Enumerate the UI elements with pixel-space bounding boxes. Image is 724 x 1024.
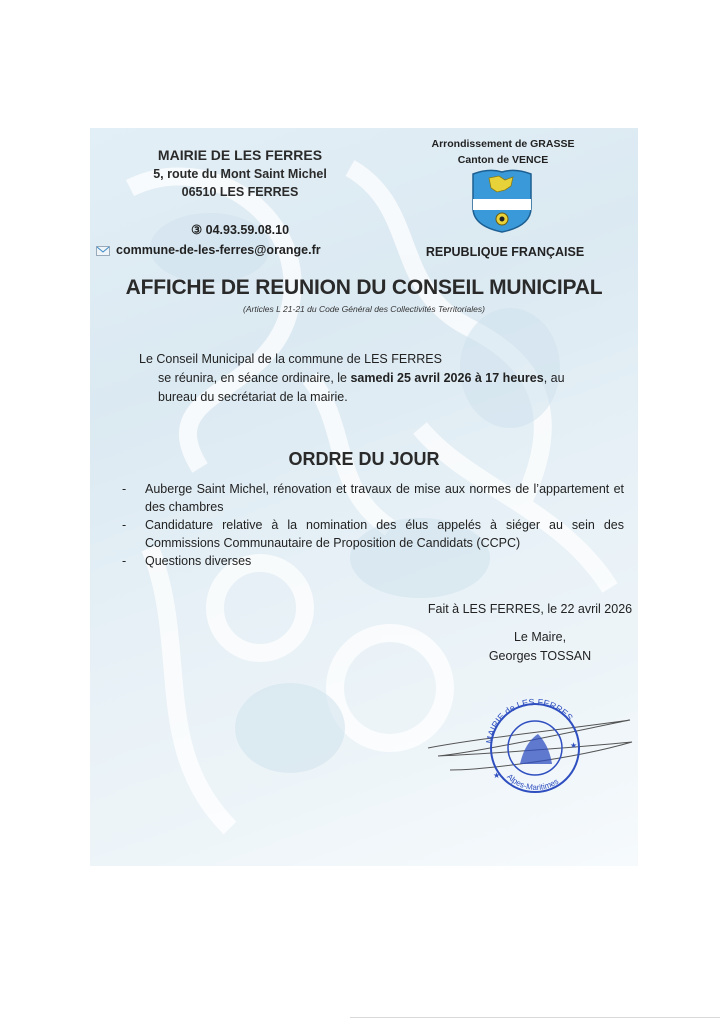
stamp-and-signature-icon (420, 690, 640, 800)
arrondissement: Arrondissement de GRASSE (431, 138, 575, 150)
address-line-1: 5, route du Mont Saint Michel (153, 167, 327, 181)
legal-reference: (Articles L 21-21 du Code Général des Collectivités Territoriales) (243, 304, 485, 314)
convocation-line-1: Le Conseil Municipal de la commune de LES FERRES (139, 352, 442, 366)
agenda-item-text: Questions diverses (145, 554, 252, 568)
bullet-dash: - (122, 554, 127, 568)
bullet-dash: - (122, 482, 127, 496)
administrative-header (410, 136, 596, 168)
phone-number: 04.93.59.08.10 (205, 223, 290, 237)
convocation-line-3: bureau du secrétariat de la mairie. (158, 390, 348, 404)
page-title: AFFICHE DE REUNION DU CONSEIL MUNICIPAL (125, 276, 603, 299)
meeting-date: samedi 25 avril 2026 à 17 heures (350, 371, 544, 385)
scan-edge-line (350, 1017, 720, 1018)
official-stamp (420, 690, 640, 805)
canton: Canton de VENCE (457, 154, 549, 166)
convocation-paragraph (139, 350, 619, 407)
bullet-dash: - (122, 518, 127, 532)
phone-icon: ③︎ (190, 223, 203, 237)
convocation-text-end: , au (543, 371, 565, 385)
mairie-header (90, 146, 390, 201)
convocation-line-2 (139, 369, 619, 388)
place-and-date: Fait à LES FERRES, le 22 avril 2026 (427, 602, 633, 616)
agenda-item-text: Auberge Saint Michel, rénovation et travaux de mise aux normes de l’appartement et des chambres (145, 482, 624, 514)
svg-text:★: ★ (493, 771, 501, 780)
email-line (96, 243, 321, 257)
agenda-heading: ORDRE DU JOUR (288, 449, 440, 469)
convocation-text: se réunira, en séance ordinaire, le (158, 371, 351, 385)
stamp-top-text: MAIRIE de LES FERRES (484, 696, 575, 745)
phone-line (90, 222, 390, 237)
coat-of-arms-icon (469, 168, 535, 239)
svg-text:★: ★ (570, 741, 578, 750)
stamp-bottom-text: Alpes-Maritimes (505, 772, 561, 793)
agenda-item (122, 516, 624, 552)
agenda-item (122, 480, 624, 516)
signatory-name: Georges TOSSAN (488, 649, 592, 663)
address-line-2: 06510 LES FERRES (181, 185, 299, 199)
republique-francaise: REPUBLIQUE FRANÇAISE (425, 245, 585, 259)
email-address[interactable]: commune-de-les-ferres@orange.fr (116, 243, 321, 257)
mail-icon (96, 245, 110, 255)
mairie-name: MAIRIE DE LES FERRES (157, 147, 323, 163)
agenda-item (122, 552, 624, 570)
agenda-list (122, 480, 624, 570)
agenda-item-text: Candidature relative à la nomination des élus appelés à siéger au sein des Commissions Communautaire de Proposition de Candidats (CCPC) (145, 518, 624, 550)
signatory-role: Le Maire, (513, 630, 567, 644)
signatory (460, 628, 620, 666)
